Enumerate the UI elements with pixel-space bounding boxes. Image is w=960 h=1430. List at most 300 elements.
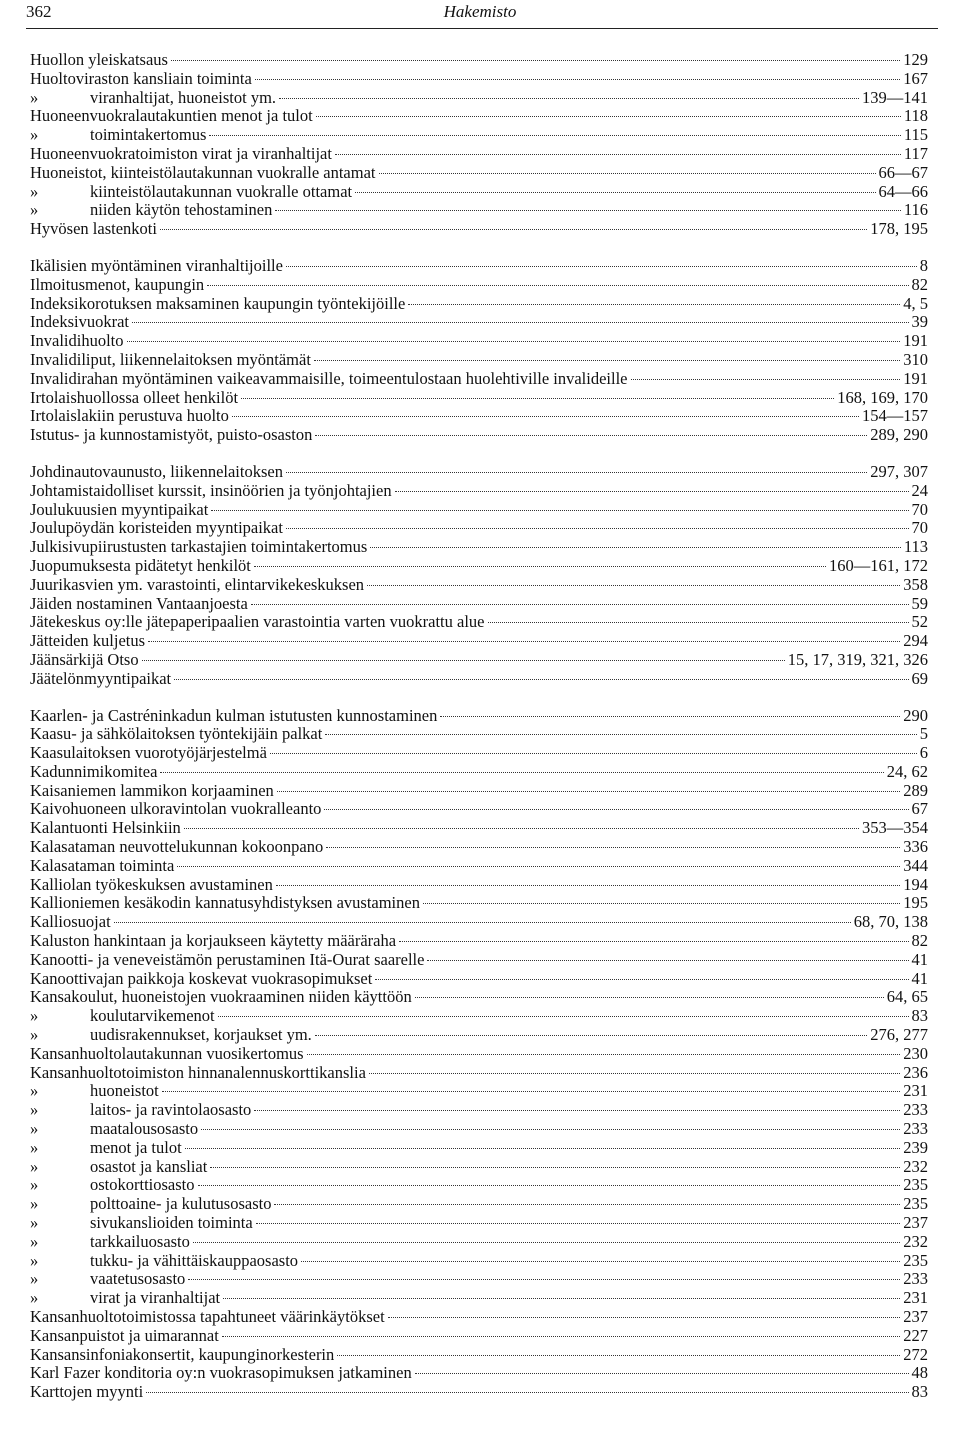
entry-term-text: viranhaltijat, huoneistot ym. <box>90 87 277 107</box>
entry-term-text: Kaasu- ja sähkölaitoksen työntekijäin palkat <box>30 724 323 744</box>
dot-leader <box>146 1392 908 1393</box>
index-subentry <box>30 1158 928 1177</box>
entry-pages: 358 <box>903 574 928 594</box>
entry-term <box>30 913 111 932</box>
entry-pages: 48 <box>911 1363 928 1383</box>
index-section <box>30 707 928 1402</box>
entry-term-text: Kansanhuoltotoimistossa tapahtuneet väärinkäytökset <box>30 1307 385 1326</box>
dot-leader <box>254 1110 900 1111</box>
entry-term-text: Jäiden nostaminen Vantaanjoesta <box>30 593 248 613</box>
dot-leader <box>314 360 900 361</box>
entry-term-text: Kansansinfoniakonsertit, kaupunginorkesterin <box>30 1344 335 1364</box>
entry-term <box>30 1214 253 1233</box>
entry-term <box>30 1252 298 1271</box>
entry-term <box>30 876 273 895</box>
index-entry <box>30 257 928 276</box>
entry-term <box>30 595 248 614</box>
ditto-mark: » <box>30 1156 39 1176</box>
index-entry <box>30 1383 928 1402</box>
entry-pages: 239 <box>903 1137 928 1157</box>
dot-leader <box>307 1054 901 1055</box>
index-subentry <box>30 89 928 108</box>
dot-leader <box>198 1185 901 1186</box>
entry-term-text: Indeksivuokrat <box>30 312 129 332</box>
entry-term-text: Kalantuonti Helsinkiin <box>30 818 181 838</box>
entry-pages: 191 <box>903 368 928 388</box>
header-rule <box>26 28 938 29</box>
entry-term-text: koulutarvikemenot <box>90 1006 215 1026</box>
index-entry <box>30 145 928 164</box>
dot-leader <box>276 885 900 886</box>
entry-pages: 82 <box>911 931 928 951</box>
ditto-mark: » <box>30 1175 39 1195</box>
entry-term-text: huoneistot <box>90 1081 159 1101</box>
entry-term <box>30 782 274 801</box>
entry-term-text: laitos- ja ravintolaosasto <box>90 1100 252 1120</box>
entry-term-text: Jäätelönmyyntipaikat <box>30 668 172 688</box>
entry-pages: 8 <box>919 255 928 275</box>
ditto-mark: » <box>30 181 39 201</box>
entry-term <box>30 1327 219 1346</box>
entry-term <box>30 707 437 726</box>
entry-pages: 15, 17, 319, 321, 326 <box>787 649 928 669</box>
entry-term-text: Istutus- ja kunnostamistyöt, puisto-osaston <box>30 425 313 445</box>
index-subentry <box>30 1007 928 1026</box>
dot-leader <box>369 1073 900 1074</box>
index-entry <box>30 800 928 819</box>
entry-pages: 129 <box>903 50 928 69</box>
ditto-mark: » <box>30 1194 39 1214</box>
index-entry <box>30 894 928 913</box>
dot-leader <box>440 716 900 717</box>
entry-term <box>30 482 392 501</box>
dot-leader <box>207 285 908 286</box>
entry-term-text: Invalidihuolto <box>30 331 124 351</box>
index-entry <box>30 501 928 520</box>
index-subentry <box>30 1195 928 1214</box>
entry-pages: 233 <box>903 1269 928 1289</box>
dot-leader <box>232 416 859 417</box>
index-subentry <box>30 1252 928 1271</box>
entry-term <box>30 1289 220 1308</box>
dot-leader <box>355 192 875 193</box>
dot-leader <box>222 1336 900 1337</box>
ditto-mark: » <box>30 125 39 145</box>
index-subentry <box>30 1176 928 1195</box>
index-entry <box>30 370 928 389</box>
entry-term <box>30 519 283 538</box>
entry-term-text: Kanoottivajan paikkoja koskevat vuokrasopimukset <box>30 968 373 988</box>
dot-leader <box>388 1317 901 1318</box>
dot-leader <box>488 622 909 623</box>
entry-term <box>30 970 372 989</box>
dot-leader <box>324 809 908 810</box>
entry-term <box>30 651 139 670</box>
entry-term <box>30 70 252 89</box>
entry-term <box>30 819 181 838</box>
entry-term <box>30 538 367 557</box>
dot-leader <box>148 641 900 642</box>
index-entry <box>30 819 928 838</box>
dot-leader <box>315 1035 867 1036</box>
entry-term-text: Huollon yleiskatsaus <box>30 50 168 69</box>
entry-pages: 289, 290 <box>870 425 928 445</box>
entry-pages: 235 <box>903 1194 928 1214</box>
index-entry <box>30 1045 928 1064</box>
entry-term <box>30 426 312 445</box>
entry-term <box>30 1308 385 1327</box>
entry-term <box>30 501 208 520</box>
entry-pages: 227 <box>903 1325 928 1345</box>
dot-leader <box>142 660 785 661</box>
entry-term <box>30 389 238 408</box>
entry-term <box>30 51 168 70</box>
entry-pages: 195 <box>903 893 928 913</box>
entry-term <box>30 557 251 576</box>
index-entry <box>30 70 928 89</box>
dot-leader <box>286 266 917 267</box>
entry-term-text: Julkisivupiirustusten tarkastajien toimintakertomus <box>30 537 368 557</box>
index-entry <box>30 838 928 857</box>
entry-pages: 290 <box>903 705 928 725</box>
entry-pages: 70 <box>911 499 928 519</box>
entry-term <box>30 1346 334 1365</box>
entry-term-text: Invalidiliput, liikennelaitoksen myöntämät <box>30 349 311 369</box>
index-entry <box>30 876 928 895</box>
entry-term-text: Invalidirahan myöntäminen vaikeavammaisille, toimeentulostaan huolehtiville invalideille <box>30 368 628 388</box>
entry-term-text: Kalasataman toiminta <box>30 855 175 875</box>
entry-term <box>30 145 332 164</box>
dot-leader <box>241 398 834 399</box>
dot-leader <box>162 1091 901 1092</box>
ditto-mark: » <box>30 1137 39 1157</box>
index-entry <box>30 707 928 726</box>
entry-term-text: Jätteiden kuljetus <box>30 631 146 651</box>
entry-pages: 167 <box>903 68 928 88</box>
entry-term-text: tarkkailuosasto <box>90 1231 190 1251</box>
index-entry <box>30 595 928 614</box>
entry-pages: 5 <box>919 724 928 744</box>
entry-term <box>30 1176 195 1195</box>
entry-term-text: menot ja tulot <box>90 1137 182 1157</box>
index-section <box>30 257 928 445</box>
entry-pages: 139—141 <box>862 87 928 107</box>
entry-term <box>30 1120 198 1139</box>
dot-leader <box>399 941 908 942</box>
entry-pages: 113 <box>903 537 928 557</box>
index-entry <box>30 407 928 426</box>
entry-pages: 70 <box>911 518 928 538</box>
entry-term <box>30 370 628 389</box>
entry-pages: 178, 195 <box>870 219 928 239</box>
entry-term <box>30 332 124 351</box>
dot-leader <box>201 1129 900 1130</box>
ditto-mark: » <box>30 1288 39 1308</box>
entry-term-text: Joulupöydän koristeiden myyntipaikat <box>30 518 283 538</box>
dot-leader <box>415 1373 909 1374</box>
index-section <box>30 51 928 239</box>
entry-term-text: Juurikasvien ym. varastointi, elintarvikekeskuksen <box>30 574 365 594</box>
entry-term-text: Karl Fazer konditoria oy:n vuokrasopimuksen jatkaminen <box>30 1363 412 1383</box>
dot-leader <box>127 341 901 342</box>
dot-leader <box>275 210 900 211</box>
entry-term <box>30 407 229 426</box>
entry-term <box>30 951 424 970</box>
entry-pages: 41 <box>911 949 928 969</box>
entry-term <box>30 463 283 482</box>
entry-term <box>30 295 405 314</box>
entry-pages: 344 <box>903 855 928 875</box>
entry-term <box>30 1139 182 1158</box>
entry-term-text: Kalasataman neuvottelukunnan kokoonpano <box>30 837 324 857</box>
dot-leader <box>209 135 900 136</box>
entry-pages: 117 <box>903 143 928 163</box>
entry-pages: 39 <box>911 312 928 332</box>
entry-pages: 237 <box>903 1307 928 1326</box>
index-entry <box>30 1064 928 1083</box>
dot-leader <box>379 173 876 174</box>
index-entry <box>30 482 928 501</box>
entry-term <box>30 1364 412 1383</box>
index-subentry <box>30 1120 928 1139</box>
entry-term <box>30 932 396 951</box>
entry-term-text: kiinteistölautakunnan vuokralle ottamat <box>90 181 353 201</box>
entry-pages: 233 <box>903 1100 928 1120</box>
index-entry <box>30 970 928 989</box>
entry-pages: 230 <box>903 1043 928 1063</box>
entry-term-text: Johtamistaidolliset kurssit, insinöörien ja työnjohtajien <box>30 480 392 500</box>
entry-term <box>30 107 313 126</box>
entry-term-text: Kalliosuojat <box>30 912 111 932</box>
dot-leader <box>395 491 909 492</box>
entry-term <box>30 1101 251 1120</box>
index-entry <box>30 988 928 1007</box>
entry-term-text: uudisrakennukset, korjaukset ym. <box>90 1025 312 1045</box>
dot-leader <box>210 1167 900 1168</box>
dot-leader <box>211 510 908 511</box>
entry-term-text: Huoneenvuokratoimiston virat ja viranhaltijat <box>30 143 332 163</box>
index-entry <box>30 107 928 126</box>
entry-pages: 83 <box>911 1006 928 1026</box>
entry-term <box>30 1233 190 1252</box>
entry-term <box>30 988 412 1007</box>
entry-term-text: Kaasulaitoksen vuorotyöjärjestelmä <box>30 743 267 763</box>
entry-term-text: Ilmoitusmenot, kaupungin <box>30 274 205 294</box>
index-entry <box>30 164 928 183</box>
entry-pages: 154—157 <box>862 406 928 426</box>
page-header <box>0 0 960 32</box>
entry-term-text: Kallioniemen kesäkodin kannatusyhdistyksen avustaminen <box>30 893 420 913</box>
entry-term <box>30 1270 185 1289</box>
entry-term <box>30 1082 159 1101</box>
index-entry <box>30 670 928 689</box>
entry-term-text: osastot ja kansliat <box>90 1156 208 1176</box>
entry-pages: 67 <box>911 799 928 819</box>
entry-term-text: tukku- ja vähittäiskauppaosasto <box>90 1250 299 1270</box>
index-entry <box>30 351 928 370</box>
dot-leader <box>270 753 917 754</box>
index-entry <box>30 426 928 445</box>
dot-leader <box>171 60 900 61</box>
index-entry <box>30 1364 928 1383</box>
index-entry <box>30 951 928 970</box>
entry-pages: 115 <box>903 125 928 145</box>
dot-leader <box>415 997 884 998</box>
index-subentry <box>30 1270 928 1289</box>
entry-term-text: Irtolaislakiin perustuva huolto <box>30 406 229 426</box>
entry-pages: 41 <box>911 968 928 988</box>
entry-term-text: Huoneenvuokralautakuntien menot ja tulot <box>30 106 313 126</box>
entry-term-text: Jäänsärkijä Otso <box>30 649 139 669</box>
entry-term <box>30 800 321 819</box>
index-subentry <box>30 126 928 145</box>
entry-term <box>30 276 204 295</box>
ditto-mark: » <box>30 1119 39 1139</box>
entry-term-text: Kanootti- ja veneveistämön perustaminen Itä-Ourat saarelle <box>30 949 425 969</box>
entry-term <box>30 744 267 763</box>
index-entry <box>30 557 928 576</box>
dot-leader <box>132 322 909 323</box>
index-entry <box>30 51 928 70</box>
dot-leader <box>301 1261 900 1262</box>
dot-leader <box>286 528 909 529</box>
entry-pages: 297, 307 <box>870 461 928 481</box>
entry-pages: 160—161, 172 <box>829 555 928 575</box>
index-entry <box>30 763 928 782</box>
index-entry <box>30 1346 928 1365</box>
dot-leader <box>255 79 900 80</box>
entry-pages: 4, 5 <box>903 293 928 313</box>
index-entry <box>30 725 928 744</box>
dot-leader <box>335 154 901 155</box>
entry-term-text: Kansanpuistot ja uimarannat <box>30 1325 219 1345</box>
entry-pages: 168, 169, 170 <box>837 387 928 407</box>
index-subentry <box>30 1139 928 1158</box>
dot-leader <box>160 772 883 773</box>
entry-term <box>30 1383 143 1402</box>
index-entry <box>30 538 928 557</box>
entry-term <box>30 725 322 744</box>
dot-leader <box>337 1355 900 1356</box>
dot-leader <box>370 547 901 548</box>
entry-term <box>30 1064 366 1083</box>
entry-term <box>30 1007 215 1026</box>
entry-term <box>30 763 157 782</box>
index-entry <box>30 632 928 651</box>
entry-pages: 116 <box>903 200 928 220</box>
dot-leader <box>223 1298 900 1299</box>
ditto-mark: » <box>30 1081 39 1101</box>
entry-pages: 64, 65 <box>886 987 928 1007</box>
index-entry <box>30 576 928 595</box>
dot-leader <box>218 1016 909 1017</box>
index-subentry <box>30 1101 928 1120</box>
entry-term <box>30 257 283 276</box>
entry-term <box>30 351 311 370</box>
index-list <box>30 51 928 1402</box>
dot-leader <box>185 1148 901 1149</box>
dot-leader <box>254 566 826 567</box>
entry-term <box>30 670 171 689</box>
dot-leader <box>177 866 900 867</box>
entry-term <box>30 1195 271 1214</box>
entry-pages: 232 <box>903 1231 928 1251</box>
entry-term-text: Kaarlen- ja Castréninkadun kulman istutusten kunnostaminen <box>30 705 438 725</box>
entry-term <box>30 126 206 145</box>
entry-term <box>30 838 323 857</box>
dot-leader <box>274 1204 900 1205</box>
dot-leader <box>114 922 851 923</box>
entry-term-text: Johdinautovaunusto, liikennelaitoksen <box>30 461 283 481</box>
entry-term-text: Kansanhuoltolautakunnan vuosikertomus <box>30 1043 304 1063</box>
ditto-mark: » <box>30 1100 39 1120</box>
entry-pages: 6 <box>919 743 928 763</box>
ditto-mark: » <box>30 87 39 107</box>
entry-pages: 236 <box>903 1062 928 1082</box>
entry-term-text: Hyvösen lastenkoti <box>30 219 157 239</box>
entry-term-text: Jätekeskus oy:lle jätepaperipaalien varastointia varten vuokrattu alue <box>30 612 485 632</box>
entry-term <box>30 89 276 108</box>
index-subentry <box>30 201 928 220</box>
index-subentry <box>30 1289 928 1308</box>
index-entry <box>30 389 928 408</box>
entry-term-text: ostokorttiosasto <box>90 1175 195 1195</box>
index-entry <box>30 276 928 295</box>
entry-term <box>30 632 145 651</box>
index-subentry <box>30 1026 928 1045</box>
index-entry <box>30 295 928 314</box>
dot-leader <box>174 679 908 680</box>
entry-pages: 272 <box>903 1344 928 1364</box>
ditto-mark: » <box>30 1006 39 1026</box>
dot-leader <box>279 98 859 99</box>
entry-pages: 310 <box>903 349 928 369</box>
entry-term <box>30 183 352 202</box>
entry-term-text: virat ja viranhaltijat <box>90 1288 221 1308</box>
entry-pages: 82 <box>911 274 928 294</box>
entry-pages: 235 <box>903 1175 928 1195</box>
entry-pages: 69 <box>911 668 928 688</box>
dot-leader <box>427 960 908 961</box>
entry-term <box>30 201 272 220</box>
index-entry <box>30 932 928 951</box>
entry-pages: 66—67 <box>878 162 928 182</box>
ditto-mark: » <box>30 200 39 220</box>
entry-term-text: Kaivohuoneen ulkoravintolan vuokralleanto <box>30 799 322 819</box>
dot-leader <box>160 229 867 230</box>
entry-term-text: Kansanhuoltotoimiston hinnanalennuskorttikanslia <box>30 1062 366 1082</box>
ditto-mark: » <box>30 1213 39 1233</box>
entry-pages: 24, 62 <box>886 761 928 781</box>
entry-term-text: Kadunnimikomitea <box>30 761 158 781</box>
index-entry <box>30 782 928 801</box>
index-entry <box>30 313 928 332</box>
dot-leader <box>188 1279 900 1280</box>
entry-pages: 276, 277 <box>870 1025 928 1045</box>
ditto-mark: » <box>30 1231 39 1251</box>
dot-leader <box>184 828 859 829</box>
entry-term-text: niiden käytön tehostaminen <box>90 200 273 220</box>
entry-term-text: Kaisaniemen lammikon korjaaminen <box>30 780 274 800</box>
entry-pages: 231 <box>903 1288 928 1308</box>
index-entry <box>30 519 928 538</box>
entry-pages: 231 <box>903 1081 928 1101</box>
entry-pages: 233 <box>903 1119 928 1139</box>
entry-term-text: sivukanslioiden toiminta <box>90 1213 253 1233</box>
entry-pages: 64—66 <box>878 181 928 201</box>
entry-term <box>30 1045 304 1064</box>
entry-term-text: Huoltoviraston kansliain toiminta <box>30 68 252 88</box>
